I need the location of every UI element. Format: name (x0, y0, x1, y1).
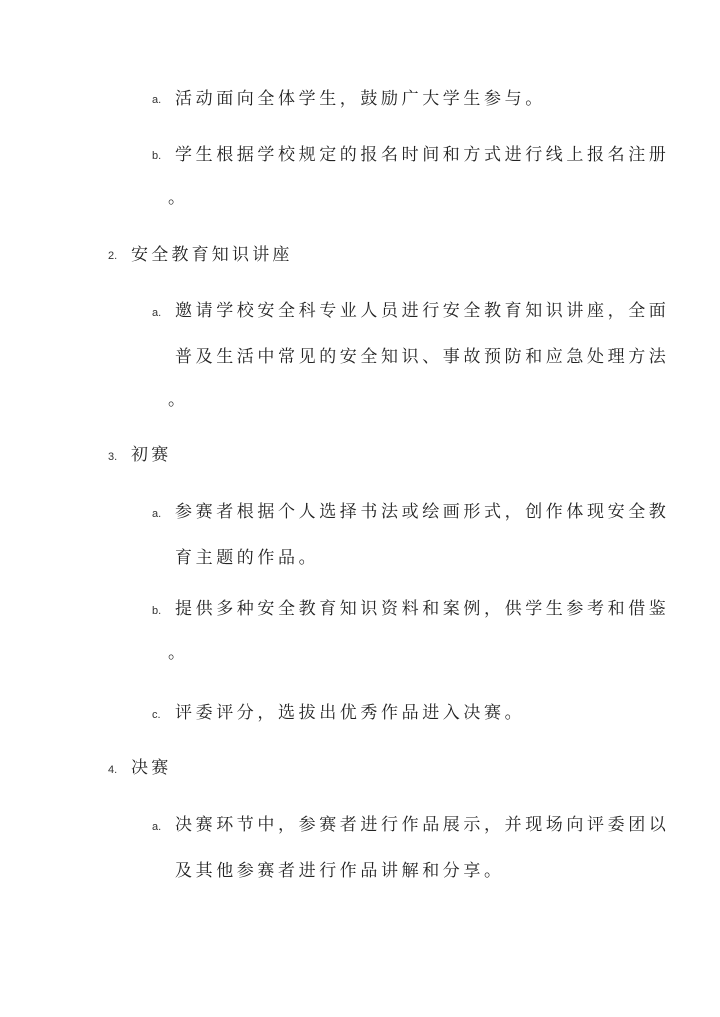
list-item-text: 普及生活中常见的安全知识、事故预防和应急处理方法 (175, 347, 670, 367)
list-marker: a. (152, 821, 162, 833)
list-item-text: 评委评分，选拔出优秀作品进入决赛。 (175, 703, 526, 723)
list-item-text: 邀请学校安全科专业人员进行安全教育知识讲座，全面 (175, 301, 670, 321)
section-heading: 决赛 (131, 758, 172, 778)
list-item-text: 。 (168, 643, 189, 663)
list-item-text: 学生根据学校规定的报名时间和方式进行线上报名注册 (175, 145, 670, 165)
list-marker: a. (152, 94, 162, 106)
list-item-text: 决赛环节中，参赛者进行作品展示，并现场向评委团以 (175, 815, 670, 835)
list-item-text: 活动面向全体学生，鼓励广大学生参与。 (175, 89, 546, 109)
list-marker: a. (152, 508, 162, 520)
list-item-text: 参赛者根据个人选择书法或绘画形式，创作体现安全教 (175, 502, 670, 522)
list-marker: b. (152, 150, 162, 162)
section-number: 3. (108, 451, 118, 463)
list-item-text: 育主题的作品。 (175, 548, 320, 568)
list-marker: b. (152, 605, 162, 617)
list-marker: c. (152, 709, 161, 721)
section-number: 2. (108, 250, 118, 262)
list-marker: a. (152, 307, 162, 319)
section-heading: 初赛 (131, 445, 172, 465)
list-item-text: 提供多种安全教育知识资料和案例，供学生参考和借鉴 (175, 599, 670, 619)
section-heading: 安全教育知识讲座 (131, 245, 293, 265)
list-item-text: 及其他参赛者进行作品讲解和分享。 (175, 861, 505, 881)
section-number: 4. (108, 764, 118, 776)
list-item-text: 。 (168, 188, 189, 208)
list-item-text: 。 (168, 390, 189, 410)
